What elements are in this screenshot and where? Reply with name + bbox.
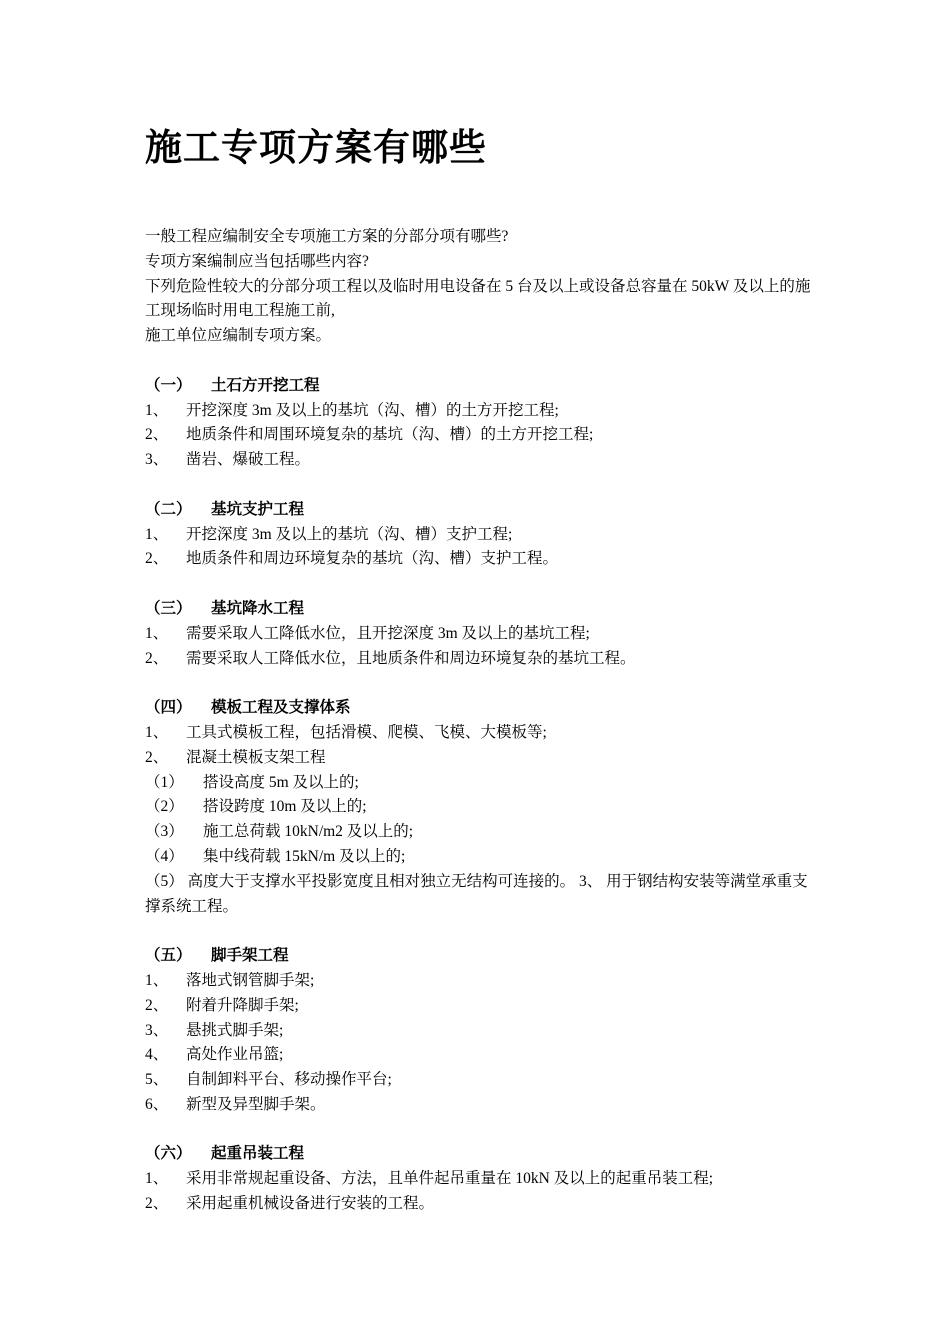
list-item	[145, 1068, 813, 1093]
item-number: 4、	[145, 1046, 169, 1064]
item-number: 1、	[145, 401, 169, 419]
item-text: 采用非常规起重设备、方法，且单件起吊重量在 10kN 及以上的起重吊装工程;	[186, 1170, 714, 1188]
item-number: 3、	[145, 451, 169, 469]
section-heading	[145, 597, 813, 622]
item-text: 开挖深度 3m 及以上的基坑（沟、槽）支护工程;	[186, 525, 513, 543]
section-note: （5） 高度大于支撑水平投影宽度且相对独立无结构可连接的。 3、 用于钢结构安装等满堂承重支撑系统工程。	[145, 872, 808, 915]
item-text: 混凝土模板支架工程	[186, 748, 326, 766]
item-number: 6、	[145, 1095, 169, 1113]
list-item	[145, 1093, 813, 1118]
item-number: 1、	[145, 525, 169, 543]
section-heading	[145, 498, 813, 523]
item-text: 新型及异型脚手架。	[186, 1095, 326, 1113]
list-item	[145, 647, 813, 672]
item-text: 自制卸料平台、移动操作平台;	[186, 1071, 392, 1089]
item-text: 高处作业吊篮;	[186, 1046, 284, 1064]
intro-line: 专项方案编制应当包括哪些内容?	[145, 252, 369, 270]
list-item	[145, 423, 813, 448]
list-item	[145, 721, 813, 746]
item-text: 附着升降脚手架;	[186, 996, 299, 1014]
list-item	[145, 1043, 813, 1068]
sub-item-text: 搭设高度 5m 及以上的;	[203, 773, 359, 791]
item-number: 1、	[145, 624, 169, 642]
section-heading	[145, 696, 813, 721]
sub-item	[145, 820, 813, 845]
item-text: 开挖深度 3m 及以上的基坑（沟、槽）的土方开挖工程;	[186, 401, 559, 419]
section-number: （四）	[145, 699, 192, 717]
item-text: 采用起重机械设备进行安装的工程。	[186, 1195, 435, 1213]
list-item	[145, 399, 813, 424]
list-item	[145, 1192, 813, 1217]
list-item	[145, 746, 813, 771]
list-item	[145, 523, 813, 548]
section-number: （三）	[145, 599, 192, 617]
item-text: 凿岩、爆破工程。	[186, 451, 311, 469]
section-title: 基坑降水工程	[211, 599, 305, 617]
list-item	[145, 547, 813, 572]
item-text: 地质条件和周围环境复杂的基坑（沟、槽）的土方开挖工程;	[186, 426, 594, 444]
sub-item-number: （2）	[145, 798, 184, 816]
sub-item-number: （3）	[145, 823, 184, 841]
document-body	[145, 225, 813, 1217]
section-title: 起重吊装工程	[211, 1145, 305, 1163]
sub-item-text: 集中线荷载 15kN/m 及以上的;	[203, 847, 406, 865]
section-title: 基坑支护工程	[211, 500, 305, 518]
item-text: 需要采取人工降低水位，且开挖深度 3m 及以上的基坑工程;	[186, 624, 590, 642]
item-text: 工具式模板工程，包括滑模、爬模、飞模、大模板等;	[186, 723, 547, 741]
sub-item	[145, 845, 813, 870]
item-number: 2、	[145, 996, 169, 1014]
item-number: 2、	[145, 426, 169, 444]
list-item	[145, 1167, 813, 1192]
item-number: 2、	[145, 1195, 169, 1213]
section-title: 土石方开挖工程	[211, 376, 320, 394]
intro-line: 施工单位应编制专项方案。	[145, 327, 332, 345]
item-number: 1、	[145, 971, 169, 989]
sub-item	[145, 795, 813, 820]
section-title: 模板工程及支撑体系	[211, 699, 351, 717]
sub-item-number: （4）	[145, 847, 184, 865]
sub-item-number: （1）	[145, 773, 184, 791]
item-number: 1、	[145, 1170, 169, 1188]
list-item	[145, 622, 813, 647]
item-number: 3、	[145, 1021, 169, 1039]
item-number: 2、	[145, 550, 169, 568]
list-item	[145, 1019, 813, 1044]
section-heading	[145, 374, 813, 399]
item-number: 2、	[145, 649, 169, 667]
section-title: 脚手架工程	[211, 947, 289, 965]
list-item	[145, 448, 813, 473]
intro-line: 下列危险性较大的分部分项工程以及临时用电设备在 5 台及以上或设备总容量在 50kW 及以上的施工现场临时用电工程施工前,	[145, 277, 811, 320]
sub-item-text: 搭设跨度 10m 及以上的;	[203, 798, 367, 816]
section-number: （一）	[145, 376, 192, 394]
item-number: 5、	[145, 1071, 169, 1089]
item-number: 2、	[145, 748, 169, 766]
item-text: 落地式钢管脚手架;	[186, 971, 315, 989]
section-number: （二）	[145, 500, 192, 518]
item-text: 需要采取人工降低水位，且地质条件和周边环境复杂的基坑工程。	[186, 649, 636, 667]
section-heading	[145, 944, 813, 969]
intro-line: 一般工程应编制安全专项施工方案的分部分项有哪些?	[145, 228, 509, 245]
section-number: （六）	[145, 1145, 192, 1163]
page-title: 施工专项方案有哪些	[145, 126, 487, 169]
section-heading	[145, 1142, 813, 1167]
list-item	[145, 994, 813, 1019]
item-text: 地质条件和周边环境复杂的基坑（沟、槽）支护工程。	[186, 550, 559, 568]
section-number: （五）	[145, 947, 192, 965]
sub-item	[145, 771, 813, 796]
item-number: 1、	[145, 723, 169, 741]
list-item	[145, 969, 813, 994]
sub-item-text: 施工总荷载 10kN/m2 及以上的;	[203, 823, 414, 841]
item-text: 悬挑式脚手架;	[186, 1021, 284, 1039]
